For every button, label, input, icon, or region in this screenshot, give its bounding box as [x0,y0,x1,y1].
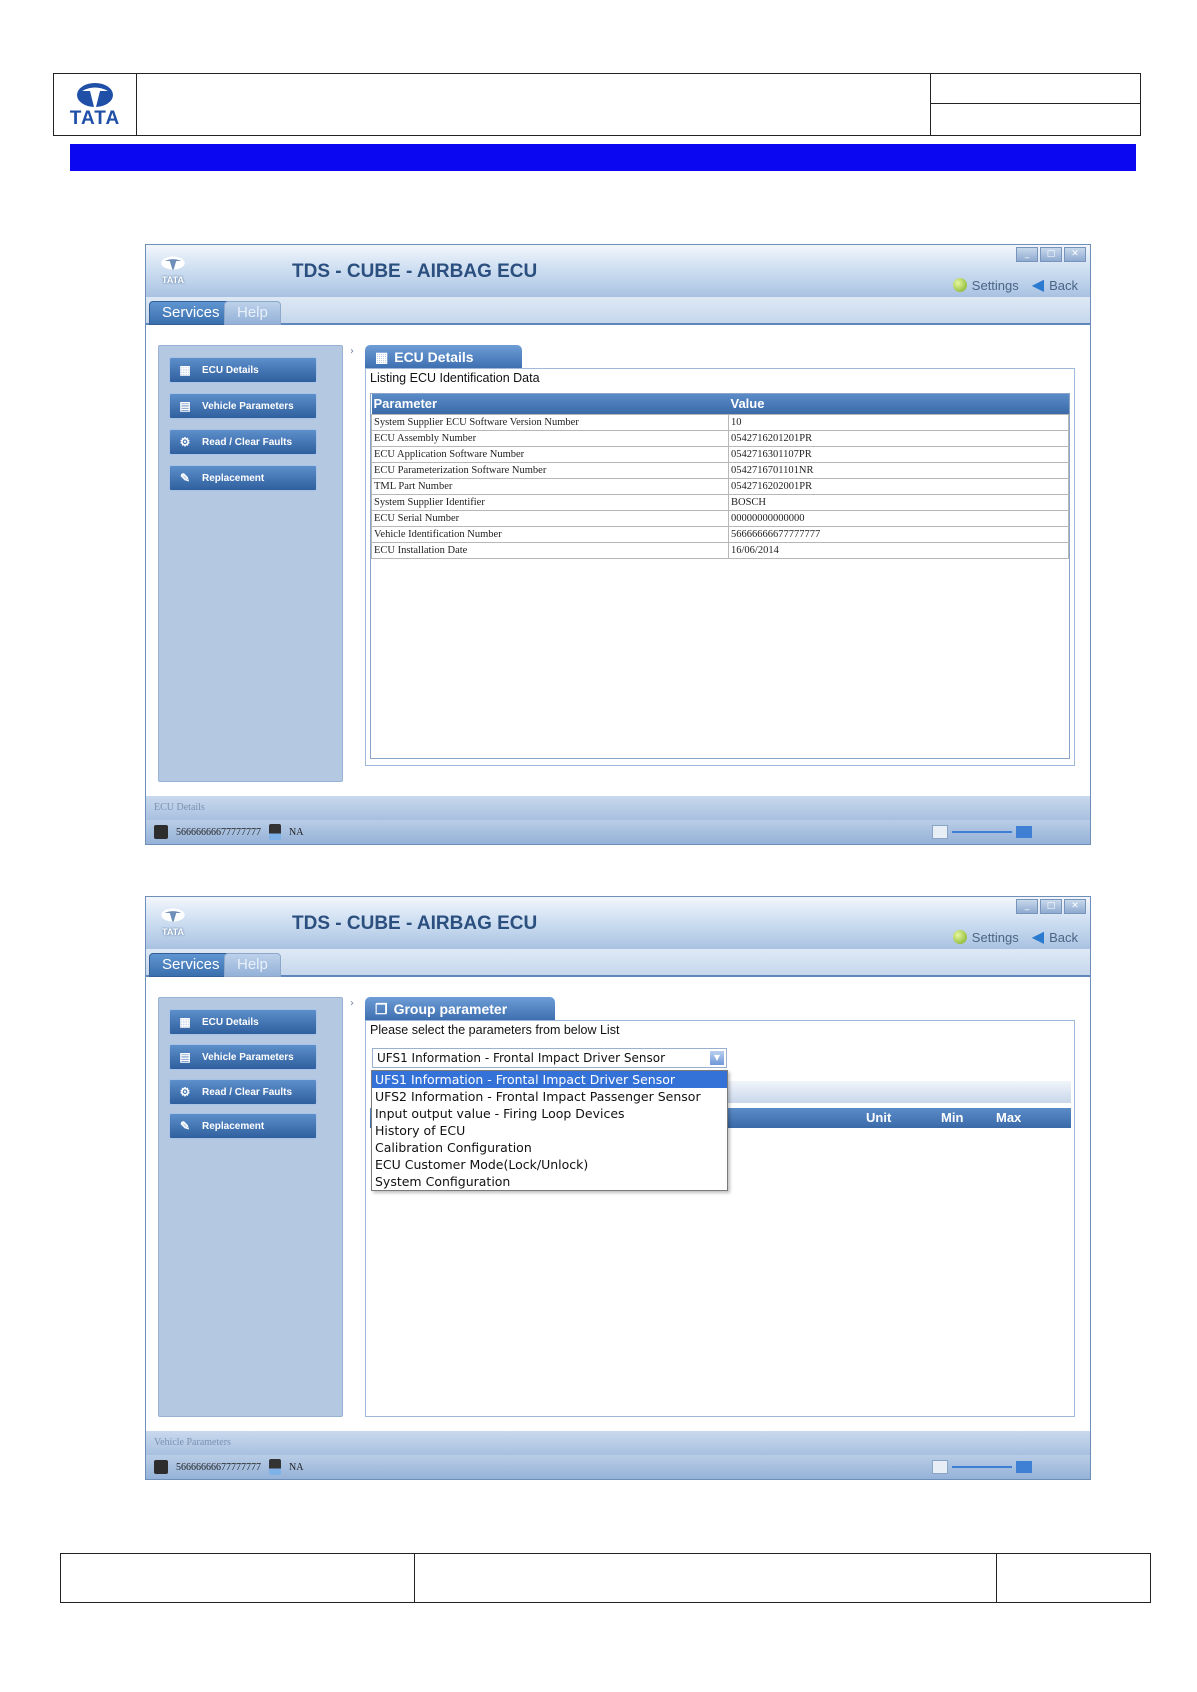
connection-icon [269,824,281,840]
back-arrow-icon[interactable]: ◀ [1031,929,1045,946]
tab-help[interactable]: Help [224,953,281,977]
settings-link[interactable]: Settings [971,277,1019,293]
column-header-unit[interactable]: Unit [866,1110,892,1125]
zoom-slider[interactable] [932,1460,1032,1474]
ecu-table [371,394,1069,559]
settings-icon[interactable] [953,278,967,292]
status-text: ECU Details [146,796,1090,820]
collapse-icon[interactable]: › [350,998,354,1009]
sidebar-item-replacement[interactable]: ✎ Replacement [169,465,317,491]
sidebar-item-read-clear-faults[interactable]: ⚙ Read / Clear Faults [169,1079,317,1105]
sidebar-item-ecu-details[interactable]: ▦ ECU Details [169,357,317,383]
panel-caption: Please select the parameters from below List [370,1023,620,1037]
parameter-cell: ECU Application Software Number [372,446,729,462]
group-icon: ❐ [375,1000,388,1017]
vin-label: 56666666677777777 [176,826,261,838]
parameter-cell: TML Part Number [372,478,729,494]
parameter-cell: ECU Serial Number [372,510,729,526]
column-header-value[interactable]: Value [729,394,1069,414]
close-button[interactable]: ✕ [1064,247,1086,262]
table-row[interactable] [372,510,1069,526]
chevron-down-icon[interactable]: ▼ [710,1051,724,1065]
minimize-button[interactable]: _ [1016,899,1038,914]
tata-logo [54,74,137,135]
parameter-cell: System Supplier Identifier [372,494,729,510]
window-controls [1016,247,1086,262]
column-header-min[interactable]: Min [941,1110,964,1125]
value-cell: 16/06/2014 [729,542,1069,558]
value-cell: 10 [729,414,1069,430]
sidebar-item-read-clear-faults[interactable]: ⚙ Read / Clear Faults [169,429,317,455]
value-cell: 56666666677777777 [729,526,1069,542]
header-band [70,144,1136,171]
panel-tab-ecu-details: ▦ ECU Details [365,345,522,368]
parameters-icon: ▤ [179,1050,191,1064]
sidebar-item-replacement[interactable]: ✎ Replacement [169,1113,317,1139]
parameter-cell: System Supplier ECU Software Version Number [372,414,729,430]
table-row[interactable] [372,526,1069,542]
footer-cell-right [996,1554,1150,1602]
sidebar-item-vehicle-parameters[interactable]: ▤ Vehicle Parameters [169,393,317,419]
top-links [953,927,1078,947]
tab-help[interactable]: Help [224,301,281,325]
footer-cell-left [61,1554,415,1602]
tata-wordmark: TATA [69,107,121,129]
dropdown-option[interactable]: Calibration Configuration [375,1140,532,1155]
value-cell: BOSCH [729,494,1069,510]
title-bar [146,245,1090,297]
settings-link[interactable]: Settings [971,929,1019,945]
top-links [953,275,1078,295]
parameter-group-select[interactable]: UFS1 Information - Frontal Impact Driver Sensor ▼ [372,1048,727,1068]
parameter-cell: ECU Assembly Number [372,430,729,446]
table-row[interactable] [372,414,1069,430]
document-footer [60,1553,1151,1603]
window-controls [1016,899,1086,914]
connection-icon [269,1459,281,1475]
value-cell: 00000000000000 [729,510,1069,526]
column-header-parameter[interactable]: Parameter [372,394,729,414]
table-row[interactable] [372,430,1069,446]
maximize-button[interactable]: □ [1040,247,1062,262]
dropdown-option[interactable]: History of ECU [375,1123,466,1138]
sidebar [158,345,354,782]
app-title: TDS - CUBE - AIRBAG ECU [292,261,538,282]
na-label: NA [289,1461,304,1473]
value-cell: 0542716201201PR [729,430,1069,446]
parameter-cell: ECU Parameterization Software Number [372,462,729,478]
tab-strip [146,297,1090,325]
table-row[interactable] [372,494,1069,510]
table-row[interactable] [372,446,1069,462]
table-row[interactable] [372,478,1069,494]
panel-tab-group-parameter: ❐ Group parameter [365,997,555,1020]
replacement-icon: ✎ [179,1119,191,1133]
ecu-details-panel [365,368,1075,766]
tata-emblem-icon [75,81,115,109]
parameters-icon: ▤ [179,399,191,413]
app-logo: TATA [156,907,190,937]
ecu-icon: ▦ [179,363,191,377]
table-row[interactable] [372,542,1069,558]
column-header-max[interactable]: Max [996,1110,1022,1125]
vehicle-icon [154,1460,168,1474]
ecu-icon: ▦ [179,1015,191,1029]
dropdown-option[interactable]: ECU Customer Mode(Lock/Unlock) [375,1157,589,1172]
table-row[interactable] [372,462,1069,478]
title-bar [146,897,1090,949]
sidebar-item-vehicle-parameters[interactable]: ▤ Vehicle Parameters [169,1044,317,1070]
parameter-cell: Vehicle Identification Number [372,526,729,542]
app-window-group-parameter [145,896,1091,1480]
vehicle-icon [154,825,168,839]
toolbar-strip [690,1081,1071,1103]
minimize-button[interactable]: _ [1016,247,1038,262]
app-window-ecu-details [145,244,1091,845]
back-link[interactable]: Back [1049,929,1078,945]
header-right-cells [930,74,1140,135]
close-button[interactable]: ✕ [1064,899,1086,914]
back-arrow-icon[interactable]: ◀ [1031,277,1045,294]
faults-icon: ⚙ [179,1085,191,1099]
dropdown-option[interactable]: UFS2 Information - Frontal Impact Passenger Sensor [375,1089,701,1104]
collapse-icon[interactable]: › [350,346,354,357]
tata-emblem-icon [160,907,186,923]
tab-services[interactable]: Services [149,301,233,325]
na-label: NA [289,826,304,838]
value-cell: 0542716301107PR [729,446,1069,462]
document-header [53,73,1141,136]
content-area [146,325,1090,796]
vin-label: 56666666677777777 [176,1461,261,1473]
maximize-button[interactable]: □ [1040,899,1062,914]
parameter-cell: ECU Installation Date [372,542,729,558]
ecu-icon: ▦ [375,348,389,365]
dropdown-option[interactable]: System Configuration [375,1174,511,1189]
app-title: TDS - CUBE - AIRBAG ECU [292,913,538,934]
content-area [146,977,1090,1431]
value-cell: 0542716202001PR [729,478,1069,494]
dropdown-option[interactable]: UFS1 Information - Frontal Impact Driver Sensor [372,1071,727,1088]
settings-icon[interactable] [953,930,967,944]
panel-caption: Listing ECU Identification Data [370,371,540,385]
tata-emblem-icon [160,255,186,271]
value-cell: 0542716701101NR [729,462,1069,478]
group-parameter-panel [365,1020,1075,1417]
tab-services[interactable]: Services [149,953,233,977]
dropdown-option[interactable]: Input output value - Firing Loop Devices [375,1106,625,1121]
zoom-slider[interactable] [932,825,1032,839]
status-bar [146,1455,1090,1479]
ecu-table-container [370,393,1070,759]
status-bar [146,820,1090,844]
replacement-icon: ✎ [179,471,191,485]
app-logo: TATA [156,255,190,285]
status-text: Vehicle Parameters [146,1431,1090,1455]
sidebar [158,997,354,1417]
back-link[interactable]: Back [1049,277,1078,293]
tab-strip [146,949,1090,977]
faults-icon: ⚙ [179,435,191,449]
sidebar-item-ecu-details[interactable]: ▦ ECU Details [169,1009,317,1035]
parameter-group-dropdown [371,1070,728,1191]
